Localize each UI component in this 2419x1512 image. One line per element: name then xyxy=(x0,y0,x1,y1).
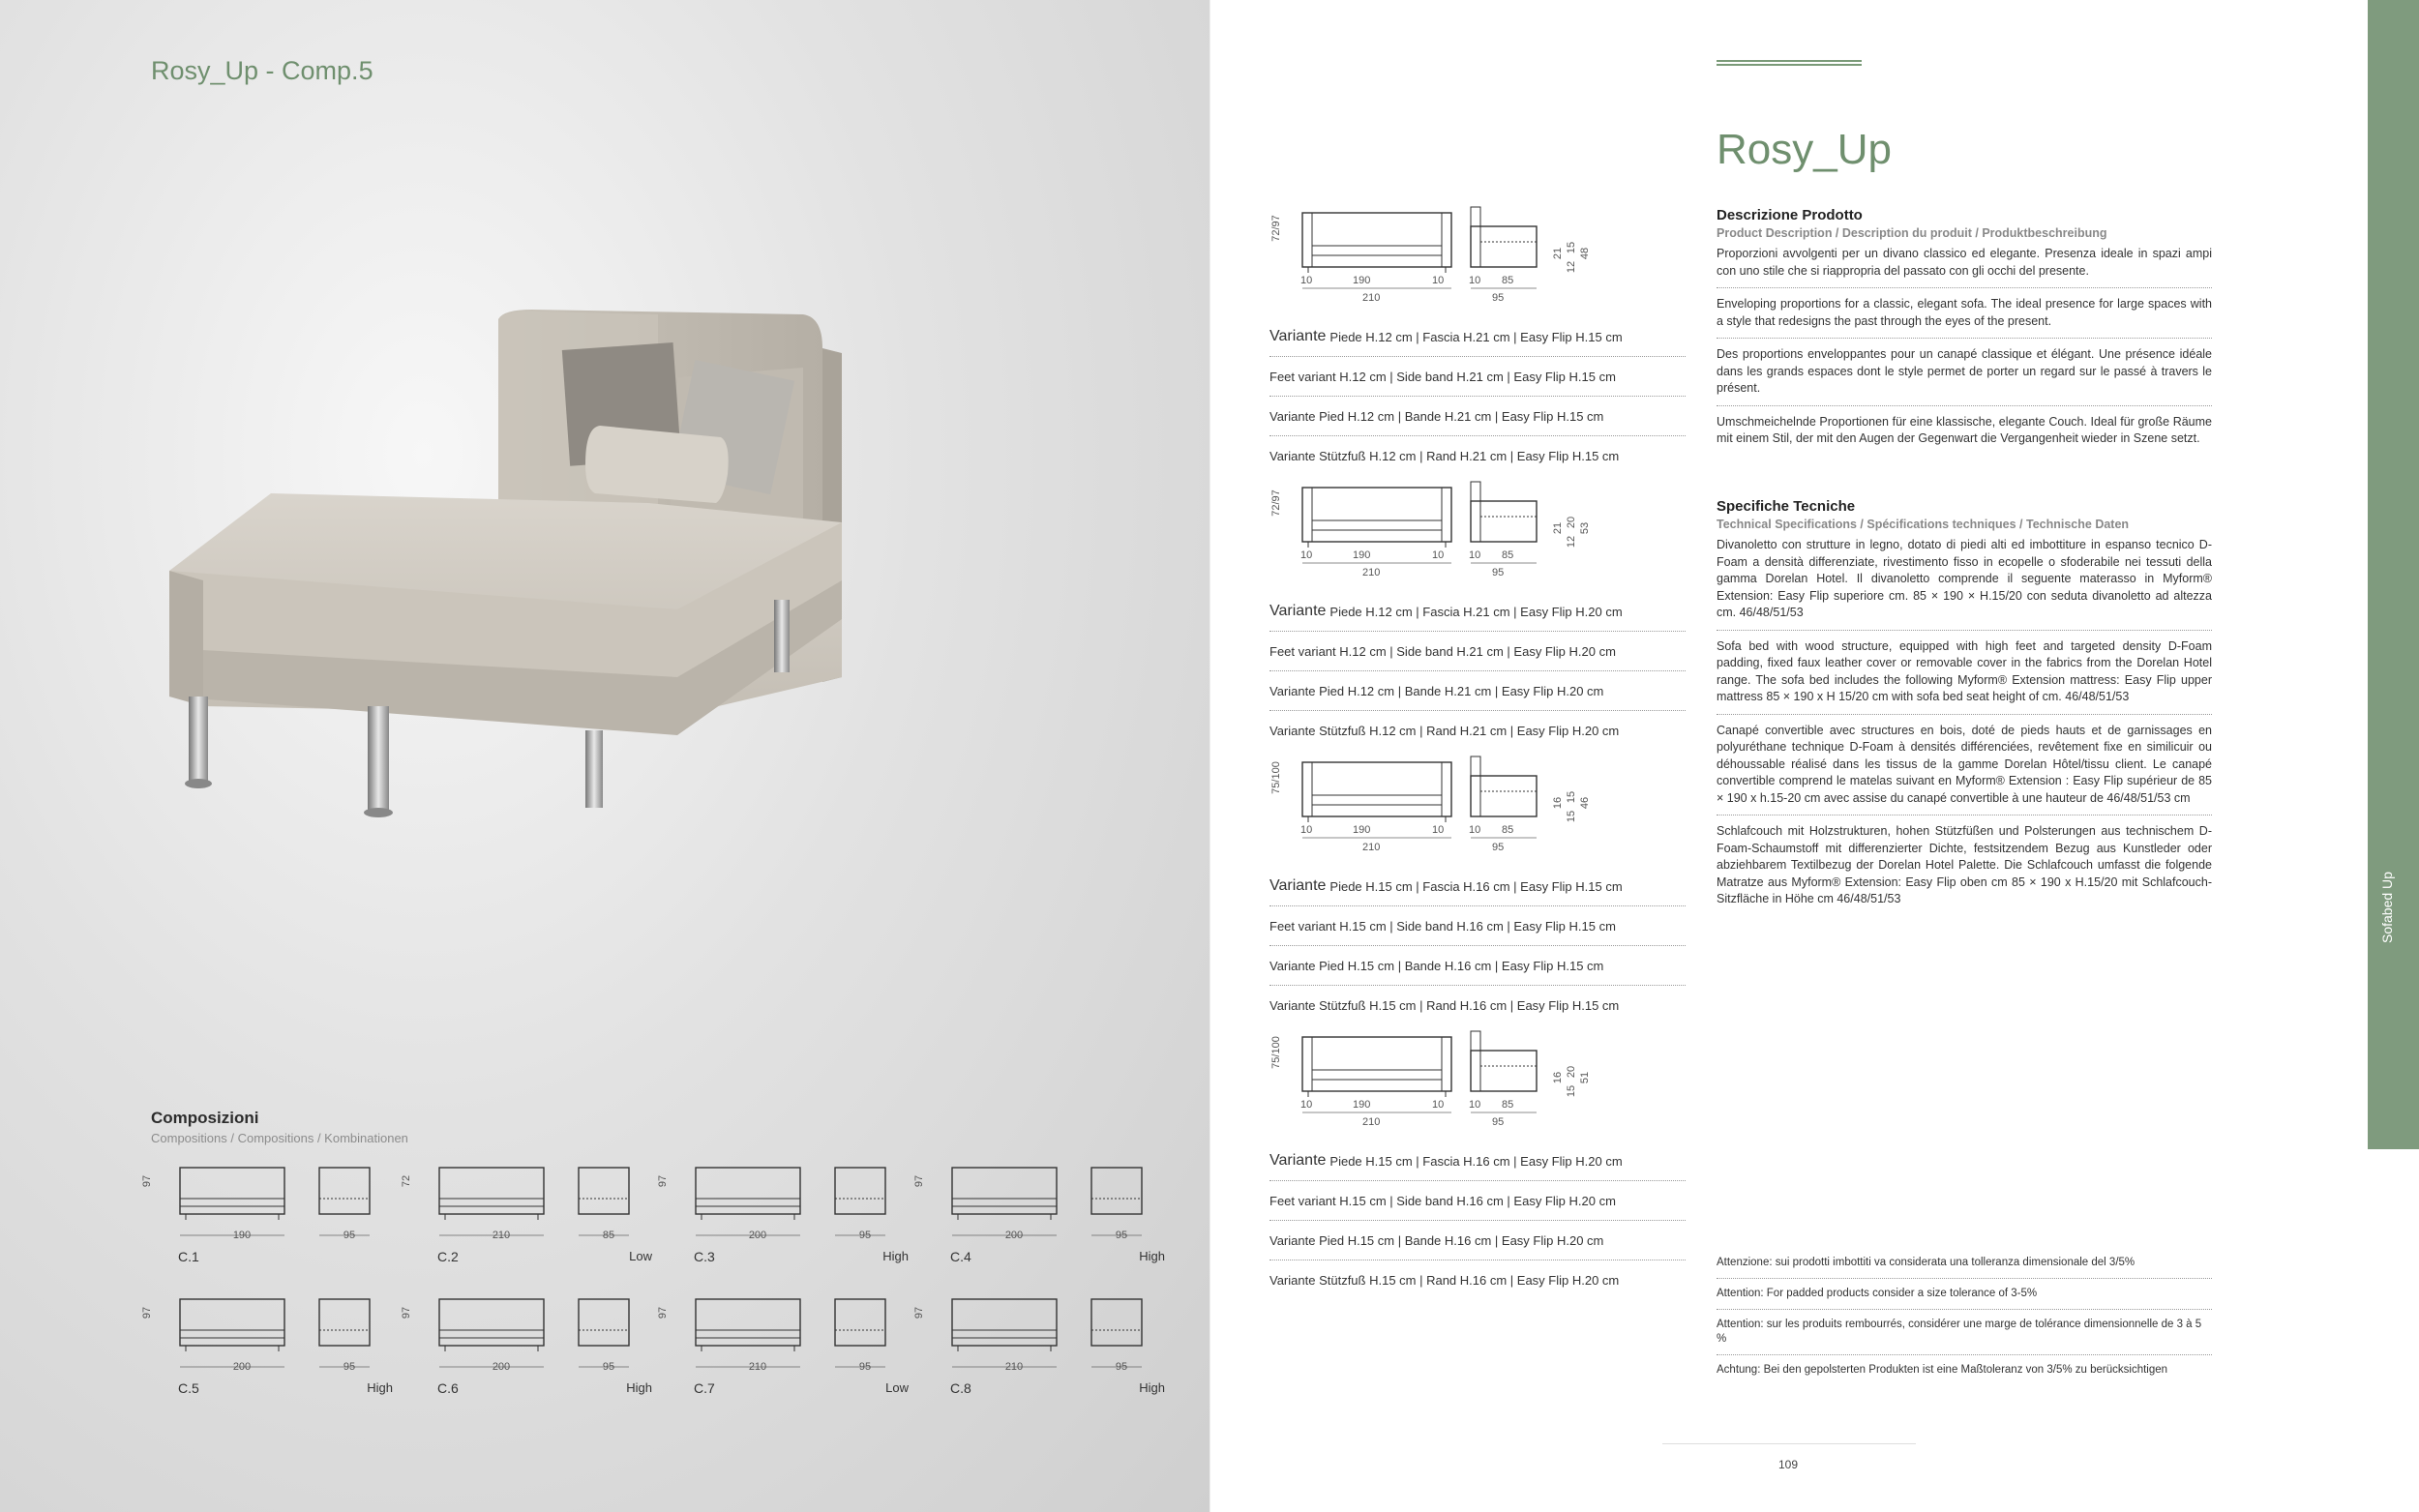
description-de: Umschmeichelnde Proportionen für eine klassische, elegante Couch. Ideal für große Räume mit einem Stil, der mit den Augen der Gegenwart die Vergangenheit wieder in Szene setzt. xyxy=(1717,414,2212,445)
drawing-dimension: 10 xyxy=(1469,275,1481,286)
drawing-dimension: 10 xyxy=(1469,549,1481,561)
variant-row xyxy=(1269,1181,1686,1221)
drawing-side-dim: 15 xyxy=(1566,790,1578,804)
drawing-lines xyxy=(1269,1018,1686,1134)
note-fr: Attention: sur les produits rembourrés, considérer une marge de tolérance dimensionnelle de 3 à 5 % xyxy=(1717,1318,2212,1355)
composition-depth: 95 xyxy=(1115,1230,1128,1241)
section-tab xyxy=(2368,0,2419,1149)
composition-depth: 95 xyxy=(858,1361,872,1373)
composition-item xyxy=(913,1156,1165,1282)
compositions-heading xyxy=(151,1109,408,1145)
composition-code: C.2 xyxy=(437,1249,459,1264)
composition-code: C.4 xyxy=(950,1249,971,1264)
composition-height: 97 xyxy=(141,1174,154,1188)
variant-row xyxy=(1269,357,1686,397)
drawing-dimension: 190 xyxy=(1353,549,1371,561)
note-it: Attenzione: sui prodotti imbottiti va considerata una tolleranza dimensionale del 3/5% xyxy=(1717,1256,2212,1279)
composition-code: C.6 xyxy=(437,1380,459,1396)
drawing-side-dim: 12 xyxy=(1566,535,1578,548)
section-tab-label: Sofabed Up xyxy=(2379,872,2395,943)
drawing-height: 72/97 xyxy=(1270,215,1282,242)
variant-text: Variante Stützfuß H.15 cm | Rand H.16 cm | Easy Flip H.15 cm xyxy=(1269,997,1620,1013)
composition-width: 190 xyxy=(232,1230,252,1241)
variant-row xyxy=(1269,317,1686,357)
variant-row xyxy=(1269,1260,1686,1299)
composition-item xyxy=(913,1288,1165,1413)
composition-item xyxy=(141,1288,393,1413)
drawing-dimension: 10 xyxy=(1300,1099,1313,1111)
description-en: Enveloping proportions for a classic, elegant sofa. The ideal presence for large spaces with a style that redesigns the past through the eyes of the present. xyxy=(1717,296,2212,339)
spec-en: Sofa bed with wood structure, equipped with high feet and targeted density D-Foam padding, fixed faux leather cover or removable cover in the fabrics from the Dorelan Hotel range. The sofa bed includes the following Myform® Extension mattress: Easy Flip upper mattress 85 × 190 x H 15/20 cm with sofa bed seat height of cm. 46/48/51/53 xyxy=(1717,638,2212,715)
drawing-dimension: 10 xyxy=(1432,275,1445,286)
technical-drawing xyxy=(1269,1018,1686,1134)
variant-list xyxy=(1269,1141,1686,1299)
variant-row xyxy=(1269,632,1686,671)
composition-item xyxy=(657,1156,909,1282)
variant-text: Feet variant H.12 cm | Side band H.21 cm | Easy Flip H.20 cm xyxy=(1269,643,1616,659)
spec-fr: Canapé convertible avec structures en bois, doté de pieds hauts et de garnissages en polyuréthane technique D-Foam à densités différenciées, revêtement fixe en similicuir ou déhoussable réalisé dans les tissus de la gamme Dorelan Hôtel/tissu client. Le canapé convertible comprend le matelas suivant en Myform® Extension : Easy Flip supérieur de 85 × 190 x h.15-20 cm avec assise du canapé convertible à une hauteur de 46/48/51/53 cm xyxy=(1717,723,2212,816)
variant-text: Piede H.15 cm | Fascia H.16 cm | Easy Flip H.15 cm xyxy=(1329,878,1623,894)
composition-item xyxy=(401,1288,652,1413)
composition-height: 97 xyxy=(913,1306,926,1319)
variant-text: Variante Stützfuß H.12 cm | Rand H.21 cm | Easy Flip H.20 cm xyxy=(1269,723,1620,738)
drawing-side-dim: 15 xyxy=(1566,810,1578,823)
composition-code: C.7 xyxy=(694,1380,715,1396)
drawing-side-dim: 20 xyxy=(1566,516,1578,529)
drawing-dimension: 10 xyxy=(1432,824,1445,836)
footer-rule xyxy=(1662,1443,1916,1444)
technical-drawing xyxy=(1269,468,1686,584)
drawing-dimension: 10 xyxy=(1469,824,1481,836)
composition-height: 97 xyxy=(141,1306,154,1319)
variant-row xyxy=(1269,906,1686,946)
drawing-total: 95 xyxy=(1492,1116,1505,1128)
drawing-side-dim: 16 xyxy=(1552,1071,1565,1084)
composition-type: High xyxy=(367,1380,393,1395)
variant-text: Feet variant H.15 cm | Side band H.16 cm | Easy Flip H.15 cm xyxy=(1269,918,1616,934)
drawing-total: 210 xyxy=(1362,292,1381,304)
drawing-dimension: 10 xyxy=(1432,1099,1445,1111)
drawing-dimension: 10 xyxy=(1300,824,1313,836)
composition-width: 210 xyxy=(748,1361,767,1373)
drawing-dimension: 190 xyxy=(1353,1099,1371,1111)
drawing-side-dim: 21 xyxy=(1552,247,1565,260)
compositions-title: Composizioni xyxy=(151,1109,259,1127)
composition-item xyxy=(141,1156,393,1282)
tolerance-notes xyxy=(1717,1256,2212,1393)
drawing-height: 75/100 xyxy=(1270,1036,1282,1069)
composition-depth: 85 xyxy=(602,1230,615,1241)
page-number: 109 xyxy=(1778,1458,1799,1471)
composition-height: 97 xyxy=(913,1174,926,1188)
variant-row xyxy=(1269,592,1686,632)
spec-it: Divanoletto con strutture in legno, dotato di piedi alti ed imbottiture in espanso tecnico D-Foam a densità differenziate, rivestimento fisso in ecopelle o sfoderabile nei tessuti della gamma Dorelan Hotel. Il divanoletto comprende il seguente materasso in Myform® Extension: Easy Flip superiore cm. 85 × 190 × H.15/20 con seduta divanoletto ad altezza cm. 46/48/51/53 xyxy=(1717,537,2212,631)
variant-text: Feet variant H.15 cm | Side band H.16 cm | Easy Flip H.20 cm xyxy=(1269,1193,1616,1208)
variant-text: Variante Pied H.12 cm | Bande H.21 cm | Easy Flip H.20 cm xyxy=(1269,683,1604,698)
drawing-dimension: 10 xyxy=(1432,549,1445,561)
composition-code: C.3 xyxy=(694,1249,715,1264)
drawing-dimension: 10 xyxy=(1300,275,1313,286)
variant-text: Piede H.15 cm | Fascia H.16 cm | Easy Flip H.20 cm xyxy=(1329,1153,1623,1169)
drawing-lines xyxy=(1269,743,1686,859)
variant-list xyxy=(1269,592,1686,750)
technical-drawing xyxy=(1269,743,1686,859)
composition-code: C.5 xyxy=(178,1380,199,1396)
composition-depth: 95 xyxy=(343,1361,356,1373)
variant-text: Variante Stützfuß H.15 cm | Rand H.16 cm | Easy Flip H.20 cm xyxy=(1269,1272,1620,1288)
variant-row xyxy=(1269,867,1686,906)
variant-row xyxy=(1269,1141,1686,1181)
composition-code: C.1 xyxy=(178,1249,199,1264)
variant-text: Feet variant H.12 cm | Side band H.21 cm | Easy Flip H.15 cm xyxy=(1269,369,1616,384)
technical-specifications xyxy=(1717,498,2212,924)
drawing-total: 210 xyxy=(1362,842,1381,853)
variant-list xyxy=(1269,867,1686,1024)
composition-item xyxy=(401,1156,652,1282)
variant-row xyxy=(1269,671,1686,711)
drawing-total: 95 xyxy=(1492,292,1505,304)
spec-de: Schlafcouch mit Holzstrukturen, hohen Stützfüßen und Polsterungen aus technischem D-Foam-Schaumstoff mit differenzierter Dichte, festsitzendem Bezug aus Kunstleder oder abziehbarem Textilbezug der Dorelan Hotel Palette. Die Schlafcouch umfasst die folgende Matratze aus Myform® Extension: Easy Flip oben cm 85 × 190 x H.15/20 mit Schlafcouch-Sitzfläche in Höhe cm 46/48/51/53 xyxy=(1717,824,2212,905)
drawing-side-dim: 20 xyxy=(1566,1065,1578,1079)
variant-text: Piede H.12 cm | Fascia H.21 cm | Easy Flip H.15 cm xyxy=(1329,329,1623,344)
variant-row xyxy=(1269,1221,1686,1260)
composition-height: 97 xyxy=(657,1174,670,1188)
drawing-dimension: 190 xyxy=(1353,275,1371,286)
variant-text: Variante Pied H.12 cm | Bande H.21 cm | Easy Flip H.15 cm xyxy=(1269,408,1604,424)
composition-type: High xyxy=(1139,1380,1165,1395)
sofa-photo xyxy=(145,290,1074,871)
drawing-height: 72/97 xyxy=(1270,489,1282,517)
drawing-dimension: 10 xyxy=(1469,1099,1481,1111)
variant-lead: Variante xyxy=(1269,603,1327,619)
composition-code: C.8 xyxy=(950,1380,971,1396)
variant-lead: Variante xyxy=(1269,877,1327,894)
drawing-side-dim: 16 xyxy=(1552,796,1565,810)
variant-lead: Variante xyxy=(1269,328,1327,344)
drawing-lines xyxy=(1269,193,1686,310)
drawing-total: 95 xyxy=(1492,567,1505,578)
drawing-dimension: 85 xyxy=(1502,275,1514,286)
composition-title: Rosy_Up - Comp.5 xyxy=(151,56,373,85)
description-it: Proporzioni avvolgenti per un divano classico ed elegante. Presenza ideale in spazi ampi con uno stile che si riappropria del passato con gli occhi del presente. xyxy=(1717,246,2212,288)
composition-depth: 95 xyxy=(1115,1361,1128,1373)
spec-subtitle: Technical Specifications / Spécifications techniques / Technische Daten xyxy=(1717,518,2130,531)
drawing-side-dim: 15 xyxy=(1566,1084,1578,1098)
title-decoration xyxy=(1717,60,1862,68)
composition-depth: 95 xyxy=(343,1230,356,1241)
drawing-lines xyxy=(1269,468,1686,584)
composition-depth: 95 xyxy=(602,1361,615,1373)
product-title: Rosy_Up xyxy=(1717,126,1892,173)
drawing-side-dim: 12 xyxy=(1566,260,1578,274)
drawing-side-dim: 48 xyxy=(1579,247,1592,260)
description-title: Descrizione Prodotto xyxy=(1717,207,1863,223)
variant-text: Variante Stützfuß H.12 cm | Rand H.21 cm | Easy Flip H.15 cm xyxy=(1269,448,1620,463)
composition-width: 200 xyxy=(748,1230,767,1241)
composition-height: 97 xyxy=(657,1306,670,1319)
drawing-side-dim: 53 xyxy=(1579,521,1592,535)
drawing-side-dim: 46 xyxy=(1579,796,1592,810)
compositions-subtitle: Compositions / Compositions / Kombinationen xyxy=(151,1131,408,1145)
drawing-total: 95 xyxy=(1492,842,1505,853)
technical-drawing xyxy=(1269,193,1686,310)
composition-type: Low xyxy=(629,1249,652,1263)
drawing-dimension: 85 xyxy=(1502,549,1514,561)
composition-width: 200 xyxy=(1004,1230,1024,1241)
drawing-total: 210 xyxy=(1362,567,1381,578)
drawing-dimension: 85 xyxy=(1502,824,1514,836)
note-de: Achtung: Bei den gepolsterten Produkten ist eine Maßtoleranz von 3/5% zu berücksichtigen xyxy=(1717,1364,2168,1376)
composition-width: 200 xyxy=(492,1361,511,1373)
drawing-dimension: 85 xyxy=(1502,1099,1514,1111)
composition-height: 72 xyxy=(401,1174,413,1188)
variant-lead: Variante xyxy=(1269,1152,1327,1169)
drawing-height: 75/100 xyxy=(1270,761,1282,794)
drawing-dimension: 10 xyxy=(1300,549,1313,561)
composition-type: Low xyxy=(885,1380,909,1395)
drawing-dimension: 190 xyxy=(1353,824,1371,836)
variant-text: Variante Pied H.15 cm | Bande H.16 cm | Easy Flip H.20 cm xyxy=(1269,1232,1604,1248)
drawing-side-dim: 15 xyxy=(1566,241,1578,254)
variant-list xyxy=(1269,317,1686,475)
description-subtitle: Product Description / Description du produit / Produktbeschreibung xyxy=(1717,226,2107,240)
composition-depth: 95 xyxy=(858,1230,872,1241)
description-fr: Des proportions enveloppantes pour un canapé classique et élégant. Une présence idéale dans les grands espaces dont le style permet de porter un regard sur le passé à travers le présent. xyxy=(1717,346,2212,406)
composition-width: 210 xyxy=(492,1230,511,1241)
note-en: Attention: For padded products consider a size tolerance of 3-5% xyxy=(1717,1287,2212,1310)
composition-width: 210 xyxy=(1004,1361,1024,1373)
variant-row xyxy=(1269,946,1686,986)
composition-width: 200 xyxy=(232,1361,252,1373)
composition-type: High xyxy=(882,1249,909,1263)
variant-text: Piede H.12 cm | Fascia H.21 cm | Easy Flip H.20 cm xyxy=(1329,604,1623,619)
composition-type: High xyxy=(1139,1249,1165,1263)
composition-item xyxy=(657,1288,909,1413)
composition-type: High xyxy=(626,1380,652,1395)
composition-height: 97 xyxy=(401,1306,413,1319)
drawing-total: 210 xyxy=(1362,1116,1381,1128)
drawing-side-dim: 21 xyxy=(1552,521,1565,535)
spec-title: Specifiche Tecniche xyxy=(1717,498,1856,515)
product-description xyxy=(1717,207,2212,463)
variant-row xyxy=(1269,397,1686,436)
drawing-side-dim: 51 xyxy=(1579,1071,1592,1084)
variant-text: Variante Pied H.15 cm | Bande H.16 cm | Easy Flip H.15 cm xyxy=(1269,958,1604,973)
